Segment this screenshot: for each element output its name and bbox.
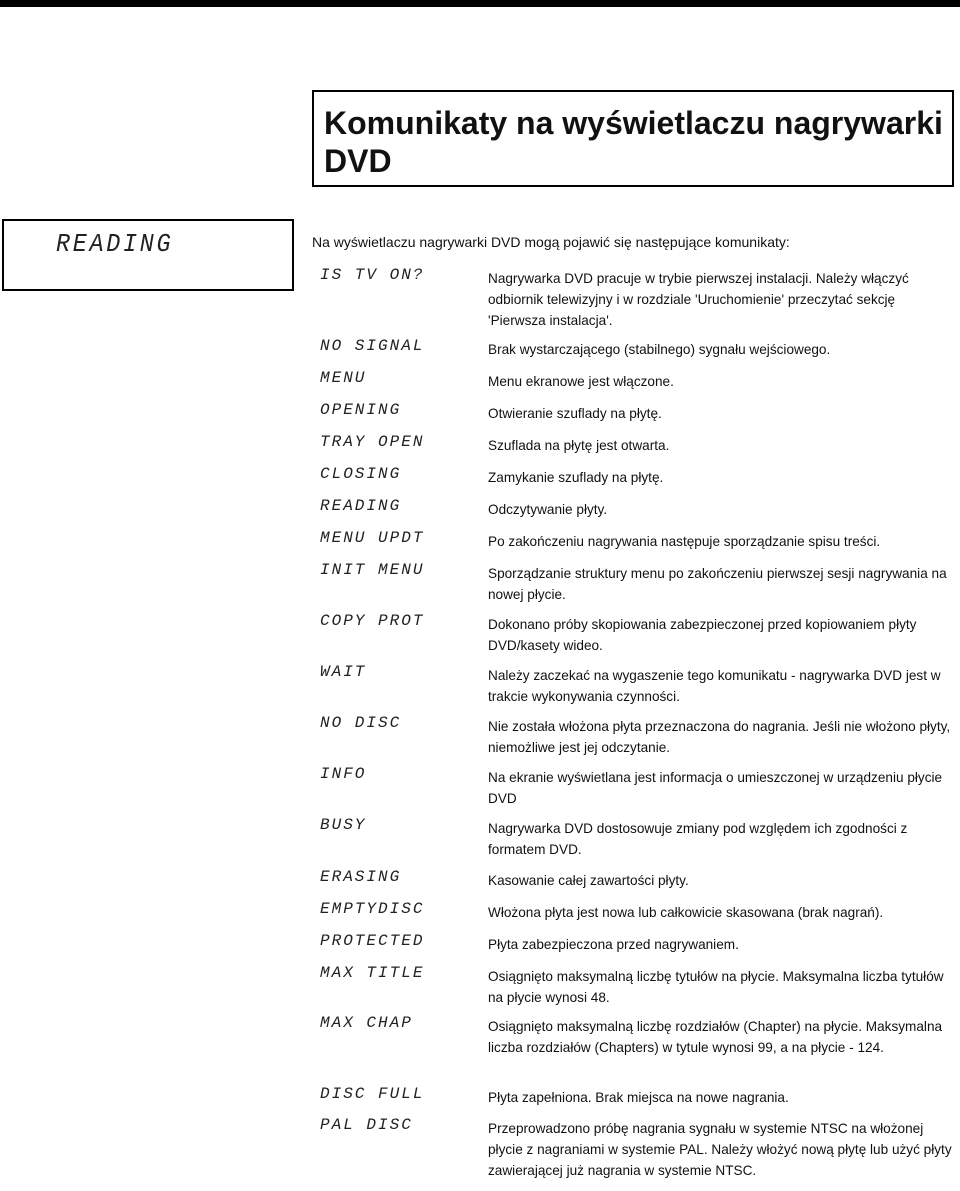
page-title: Komunikaty na wyświetlaczu nagrywarki DVD bbox=[324, 105, 943, 179]
message-code: DISC FULL bbox=[320, 1085, 425, 1103]
message-description: Dokonano próby skopiowania zabezpieczonej przed kopiowaniem płyty DVD/kasety wideo. bbox=[488, 617, 917, 653]
message-description: Włożona płyta jest nowa lub całkowicie skasowana (brak nagrań). bbox=[488, 905, 884, 920]
message-description: Menu ekranowe jest włączone. bbox=[488, 374, 674, 389]
message-description: Płyta zabezpieczona przed nagrywaniem. bbox=[488, 937, 739, 952]
message-description: Przeprowadzono próbę nagrania sygnału w systemie NTSC na włożonej płycie z nagraniami w systemie PAL. Należy włożyć nową płytę lub użyć płyty zawierającej już nagrania w systemie NTSC. bbox=[488, 1121, 952, 1178]
message-code: INIT MENU bbox=[320, 561, 425, 579]
message-description: Zamykanie szuflady na płytę. bbox=[488, 470, 664, 485]
message-code: EMPTYDISC bbox=[320, 900, 425, 918]
message-code: PROTECTED bbox=[320, 932, 425, 950]
message-code: ERASING bbox=[320, 868, 402, 886]
message-description: Płyta zapełniona. Brak miejsca na nowe nagrania. bbox=[488, 1090, 789, 1105]
message-description: Otwieranie szuflady na płytę. bbox=[488, 406, 662, 421]
display-sample-text: READING bbox=[56, 229, 174, 259]
message-description: Sporządzanie struktury menu po zakończeniu pierwszej sesji nagrywania na nowej płycie. bbox=[488, 566, 947, 602]
message-code: CLOSING bbox=[320, 465, 402, 483]
message-code: MENU bbox=[320, 369, 367, 387]
message-code: TRAY OPEN bbox=[320, 433, 425, 451]
message-code: MAX CHAP bbox=[320, 1014, 413, 1032]
message-description: Nagrywarka DVD dostosowuje zmiany pod względem ich zgodności z formatem DVD. bbox=[488, 821, 908, 857]
message-code: INFO bbox=[320, 765, 367, 783]
message-code: WAIT bbox=[320, 663, 367, 681]
message-description: Szuflada na płytę jest otwarta. bbox=[488, 438, 670, 453]
message-code: IS TV ON? bbox=[320, 266, 425, 284]
message-description: Osiągnięto maksymalną liczbę tytułów na płycie. Maksymalna liczba tytułów na płycie wynosi 48. bbox=[488, 969, 944, 1005]
message-code: PAL DISC bbox=[320, 1116, 413, 1134]
message-code: MENU UPDT bbox=[320, 529, 425, 547]
message-description: Odczytywanie płyty. bbox=[488, 502, 608, 517]
message-description: Brak wystarczającego (stabilnego) sygnału wejściowego. bbox=[488, 342, 831, 357]
message-code: READING bbox=[320, 497, 402, 515]
message-description: Po zakończeniu nagrywania następuje sporządzanie spisu treści. bbox=[488, 534, 881, 549]
message-description: Nagrywarka DVD pracuje w trybie pierwszej instalacji. Należy włączyć odbiornik telewizyjny i w rozdziale 'Uruchomienie' przeczytać sekcję 'Pierwsza instalacja'. bbox=[488, 271, 909, 328]
message-code: NO SIGNAL bbox=[320, 337, 425, 355]
message-description: Na ekranie wyświetlana jest informacja o umieszczonej w urządzeniu płycie DVD bbox=[488, 770, 943, 806]
message-description: Osiągnięto maksymalną liczbę rozdziałów (Chapter) na płycie. Maksymalna liczba rozdziałów (Chapters) w tytule wynosi 99, a na płycie - 124. bbox=[488, 1019, 943, 1055]
message-description: Kasowanie całej zawartości płyty. bbox=[488, 873, 689, 888]
message-code: BUSY bbox=[320, 816, 367, 834]
message-description: Należy zaczekać na wygaszenie tego komunikatu - nagrywarka DVD jest w trakcie wykonywania czynności. bbox=[488, 668, 941, 704]
message-code: COPY PROT bbox=[320, 612, 425, 630]
message-description: Nie została włożona płyta przeznaczona do nagrania. Jeśli nie włożono płyty, niemożliwe jest jej odczytanie. bbox=[488, 719, 951, 755]
message-code: MAX TITLE bbox=[320, 964, 425, 982]
message-code: OPENING bbox=[320, 401, 402, 419]
intro-text: Na wyświetlaczu nagrywarki DVD mogą pojawić się następujące komunikaty: bbox=[312, 234, 790, 250]
message-code: NO DISC bbox=[320, 714, 402, 732]
